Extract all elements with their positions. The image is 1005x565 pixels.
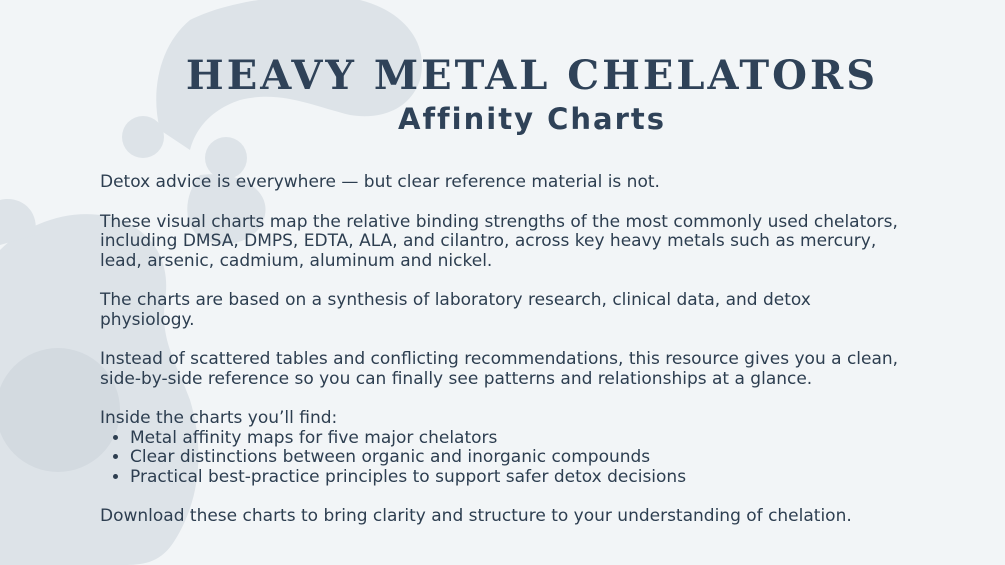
basis-paragraph: The charts are based on a synthesis of laboratory research, clinical data, and detox physiology. bbox=[100, 290, 811, 330]
intro-paragraph: Detox advice is everywhere — but clear reference material is not. bbox=[100, 172, 660, 192]
list-item: • Clear distinctions between organic and inorganic compounds bbox=[130, 448, 900, 468]
feature-list bbox=[100, 429, 900, 488]
description-paragraph: These visual charts map the relative binding strengths of the most commonly used chelators, including DMSA, DMPS, EDTA, ALA, and cilantro, across key heavy metals such as mercury, lead, arsenic, cadmium, aluminum and nickel. bbox=[100, 211, 898, 271]
list-item: • Metal affinity maps for five major chelators bbox=[130, 429, 900, 449]
value-paragraph: Instead of scattered tables and conflicting recommendations, this resource gives you a clean, side-by-side reference so you can finally see patterns and relationships at a glance. bbox=[100, 349, 899, 389]
list-item: • Practical best-practice principles to support safer detox decisions bbox=[130, 468, 900, 488]
body-text bbox=[100, 173, 900, 547]
page-subtitle: Affinity Charts bbox=[398, 102, 666, 136]
list-intro: Inside the charts you’ll find: bbox=[100, 408, 338, 428]
closing-paragraph: Download these charts to bring clarity and structure to your understanding of chelation. bbox=[100, 506, 852, 526]
page-title: HEAVY METAL CHELATORS bbox=[185, 52, 879, 99]
